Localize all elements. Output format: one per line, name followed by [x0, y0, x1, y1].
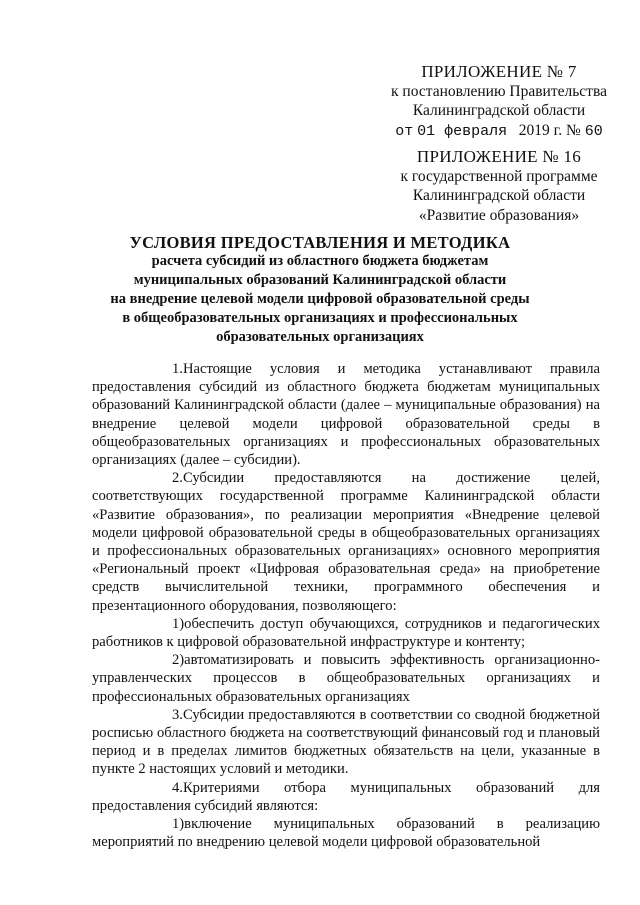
date-prefix: от: [395, 122, 414, 140]
paragraph-text: Субсидии предоставляются в соответствии со сводной бюджетной росписью областного бюджета на соответствующий финансовый год и плановый период и в пределах лимитов бюджетных обязательств на цели, указанные в пункте 2 настоящих условий и методики.: [92, 706, 600, 778]
document-heading: [90, 233, 550, 347]
decree-number: 60: [584, 122, 603, 140]
paragraph-number: 1): [172, 816, 185, 833]
appendix-7-date-line: [384, 121, 614, 142]
paragraph-number: 1): [172, 615, 185, 632]
appendix-16-title: ПРИЛОЖЕНИЕ № 16: [416, 147, 582, 166]
heading-line3: на внедрение целевой модели цифровой образовательной среды: [110, 291, 530, 307]
paragraph-number: 3.: [172, 706, 183, 723]
paragraph: [92, 651, 600, 706]
paragraph: [92, 779, 600, 815]
paragraph-number: 2): [172, 652, 185, 669]
appendix-16-line3: «Развитие образования»: [418, 206, 580, 224]
paragraph: [92, 615, 600, 651]
appendix-7-block: [384, 62, 614, 141]
paragraph: [92, 469, 600, 615]
heading-line4: в общеобразовательных организациях и профессиональных: [122, 310, 518, 326]
paragraph-text: автоматизировать и повысить эффективность организационно-управленческих процессов в общеобразовательных организациях и профессиональных образовательных организациях: [92, 652, 600, 705]
paragraph-text: включение муниципальных образований в реализацию мероприятий по внедрению целевой модели цифровой образовательной: [92, 816, 600, 851]
date-day-month: 01 февраля: [417, 122, 508, 140]
heading-line5: образовательных организациях: [216, 329, 424, 345]
appendix-7-line1: к постановлению Правительства: [391, 82, 607, 100]
paragraph: [92, 706, 600, 779]
paragraph: [92, 360, 600, 469]
paragraph-number: 1.: [172, 361, 183, 377]
heading-main: УСЛОВИЯ ПРЕДОСТАВЛЕНИЯ И МЕТОДИКА: [129, 233, 511, 252]
paragraph: [92, 815, 600, 851]
heading-line2: муниципальных образований Калининградской области: [133, 272, 507, 288]
heading-line1: расчета субсидий из областного бюджета бюджетам: [151, 253, 489, 269]
paragraph-text: обеспечить доступ обучающихся, сотрудников и педагогических работников к цифровой образовательной инфраструктуре и контенту;: [92, 615, 600, 651]
paragraph-text: Критериями отбора муниципальных образований для предоставления субсидий являются:: [92, 779, 600, 814]
paragraph-text: Настоящие условия и методика устанавливают правила предоставления субсидий из областного бюджета бюджетам муниципальных образований Калининградской области (далее – муниципальные образования) на внедрение целевой модели цифровой образовательной среды в общеобразовательных организациях и профессиональных образовательных организациях (далее – субсидии).: [92, 361, 600, 469]
appendix-16-line2: Калининградской области: [412, 187, 586, 204]
appendix-16-block: [384, 147, 614, 225]
paragraph-text: Субсидии предоставляются на достижение целей, соответствующих государственной программе Калининградской области «Развитие образования», по реализации мероприятия «Внедрение целевой модели цифровой образовательной среды в общеобразовательных организациях и профессиональных образовательных организациях» основного мероприятия «Региональный проект «Цифровая образовательная среда» на приобретение средств вычислительной техники, программного обеспечения и презентационного оборудования, позволяющего:: [92, 470, 600, 614]
appendix-16-line1: к государственной программе: [400, 167, 598, 185]
appendix-7-line2: Калининградской области: [412, 102, 586, 119]
paragraph-number: 2.: [172, 470, 183, 487]
paragraph-number: 4.: [172, 779, 183, 796]
document-body: [92, 360, 600, 851]
date-year: 2019 г. №: [518, 121, 581, 139]
appendix-7-title: ПРИЛОЖЕНИЕ № 7: [421, 62, 577, 81]
